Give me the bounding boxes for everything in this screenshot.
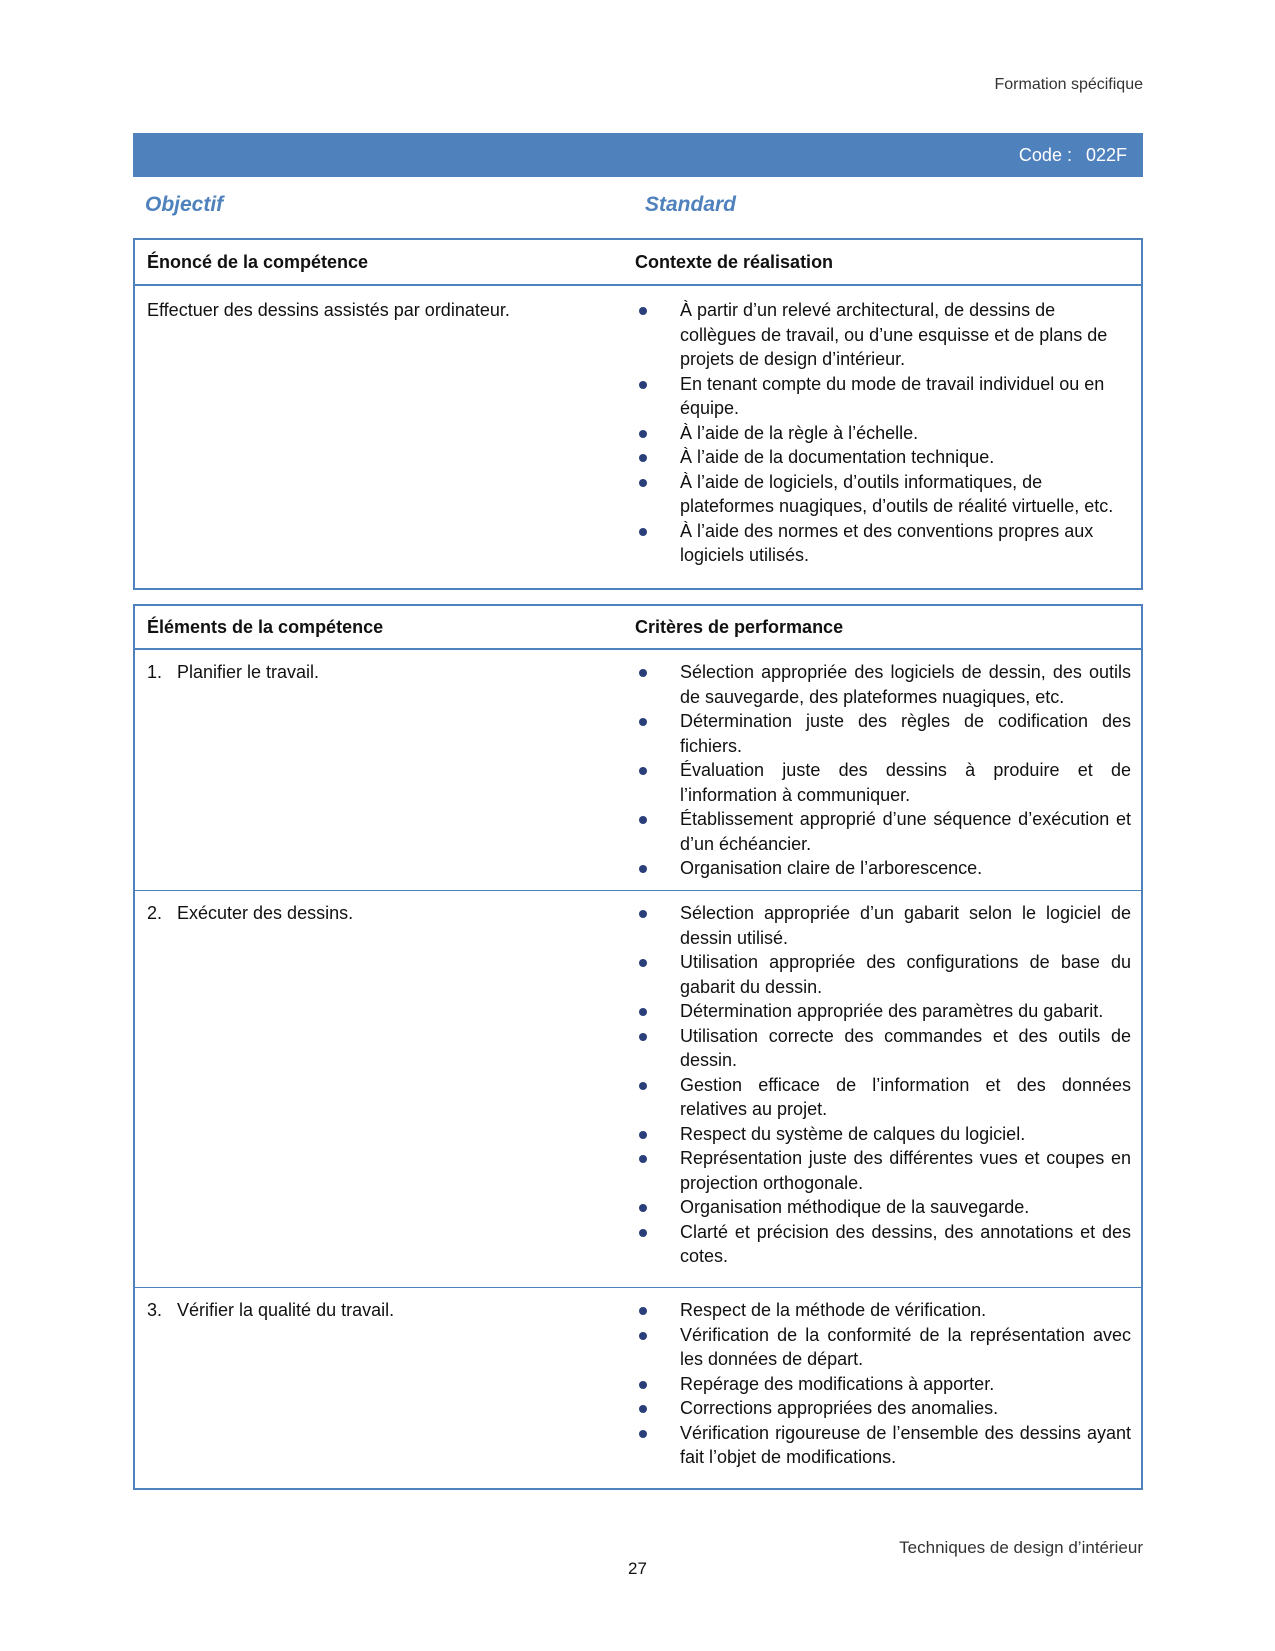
element-label: Exécuter des dessins. — [177, 903, 354, 923]
list-item: Corrections appropriées des anomalies. — [635, 1396, 1131, 1421]
list-item: En tenant compte du mode de travail individuel ou en équipe. — [635, 372, 1131, 421]
performance-criteria-table — [133, 604, 1143, 1490]
table-row — [135, 285, 1141, 568]
list-item: Évaluation juste des dessins à produire et de l’information à communiquer. — [635, 758, 1131, 807]
table-header — [135, 606, 1141, 649]
list-item: À l’aide de la règle à l’échelle. — [635, 421, 1131, 446]
standard-heading: Standard — [645, 193, 737, 216]
list-item: Sélection appropriée des logiciels de dessin, des outils de sauvegarde, des plateformes nuagiques, etc. — [635, 660, 1131, 709]
context-header: Contexte de réalisation — [635, 251, 834, 272]
list-item: À l’aide de la documentation technique. — [635, 445, 1131, 470]
criteria-header: Critères de performance — [635, 616, 844, 637]
list-item: Établissement approprié d’une séquence d’exécution et d’un échéancier. — [635, 807, 1131, 856]
objective-heading: Objectif — [145, 193, 224, 216]
elements-header: Éléments de la compétence — [147, 616, 384, 637]
list-item: Vérification rigoureuse de l’ensemble des dessins ayant fait l’objet de modifications. — [635, 1421, 1131, 1470]
context-list — [635, 298, 1131, 568]
element-number: 3. — [147, 1300, 163, 1320]
list-item: Respect du système de calques du logiciel. — [635, 1122, 1131, 1147]
table-row — [135, 649, 1141, 890]
list-item: Vérification de la conformité de la représentation avec les données de départ. — [635, 1323, 1131, 1372]
element-1 — [135, 650, 635, 890]
list-item: Utilisation appropriée des configurations de base du gabarit du dessin. — [635, 950, 1131, 999]
criteria-list — [635, 1298, 1131, 1470]
criteria-list — [635, 901, 1131, 1269]
criteria-list — [635, 660, 1131, 881]
element-number: 2. — [147, 903, 163, 923]
program-name: Techniques de design d’intérieur — [899, 1538, 1143, 1557]
list-item: Détermination appropriée des paramètres du gabarit. — [635, 999, 1131, 1024]
list-item: Clarté et précision des dessins, des annotations et des cotes. — [635, 1220, 1131, 1269]
list-item: Sélection appropriée d’un gabarit selon le logiciel de dessin utilisé. — [635, 901, 1131, 950]
competency-statement-table — [133, 238, 1143, 590]
table-row — [135, 1287, 1141, 1470]
element-3 — [135, 1288, 635, 1470]
code-label: Code : — [1018, 144, 1072, 165]
code-value: 022F — [1085, 144, 1127, 165]
list-item: Gestion efficace de l’information et des données relatives au projet. — [635, 1073, 1131, 1122]
element-label: Vérifier la qualité du travail. — [177, 1300, 395, 1320]
list-item: À partir d’un relevé architectural, de dessins de collègues de travail, ou d’une esquisse et de plans de projets de design d’intérieur. — [635, 298, 1131, 372]
list-item: Utilisation correcte des commandes et des outils de dessin. — [635, 1024, 1131, 1073]
list-item: À l’aide des normes et des conventions propres aux logiciels utilisés. — [635, 519, 1131, 568]
list-item: Respect de la méthode de vérification. — [635, 1298, 1131, 1323]
competency-statement: Effectuer des dessins assistés par ordinateur. — [147, 300, 510, 320]
element-label: Planifier le travail. — [177, 662, 320, 682]
list-item: Détermination juste des règles de codification des fichiers. — [635, 709, 1131, 758]
element-number: 1. — [147, 662, 163, 682]
list-item: Représentation juste des différentes vues et coupes en projection orthogonale. — [635, 1146, 1131, 1195]
element-2 — [135, 891, 635, 1287]
page-number: 27 — [628, 1559, 647, 1578]
code-bar — [133, 133, 1143, 177]
list-item: Organisation claire de l’arborescence. — [635, 856, 1131, 881]
statement-header: Énoncé de la compétence — [147, 251, 369, 272]
table-row — [135, 890, 1141, 1287]
section-title: Formation spécifique — [994, 76, 1143, 93]
list-item: Organisation méthodique de la sauvegarde. — [635, 1195, 1131, 1220]
table-header — [135, 240, 1141, 285]
list-item: À l’aide de logiciels, d’outils informatiques, de plateformes nuagiques, d’outils de réalité virtuelle, etc. — [635, 470, 1131, 519]
list-item: Repérage des modifications à apporter. — [635, 1372, 1131, 1397]
